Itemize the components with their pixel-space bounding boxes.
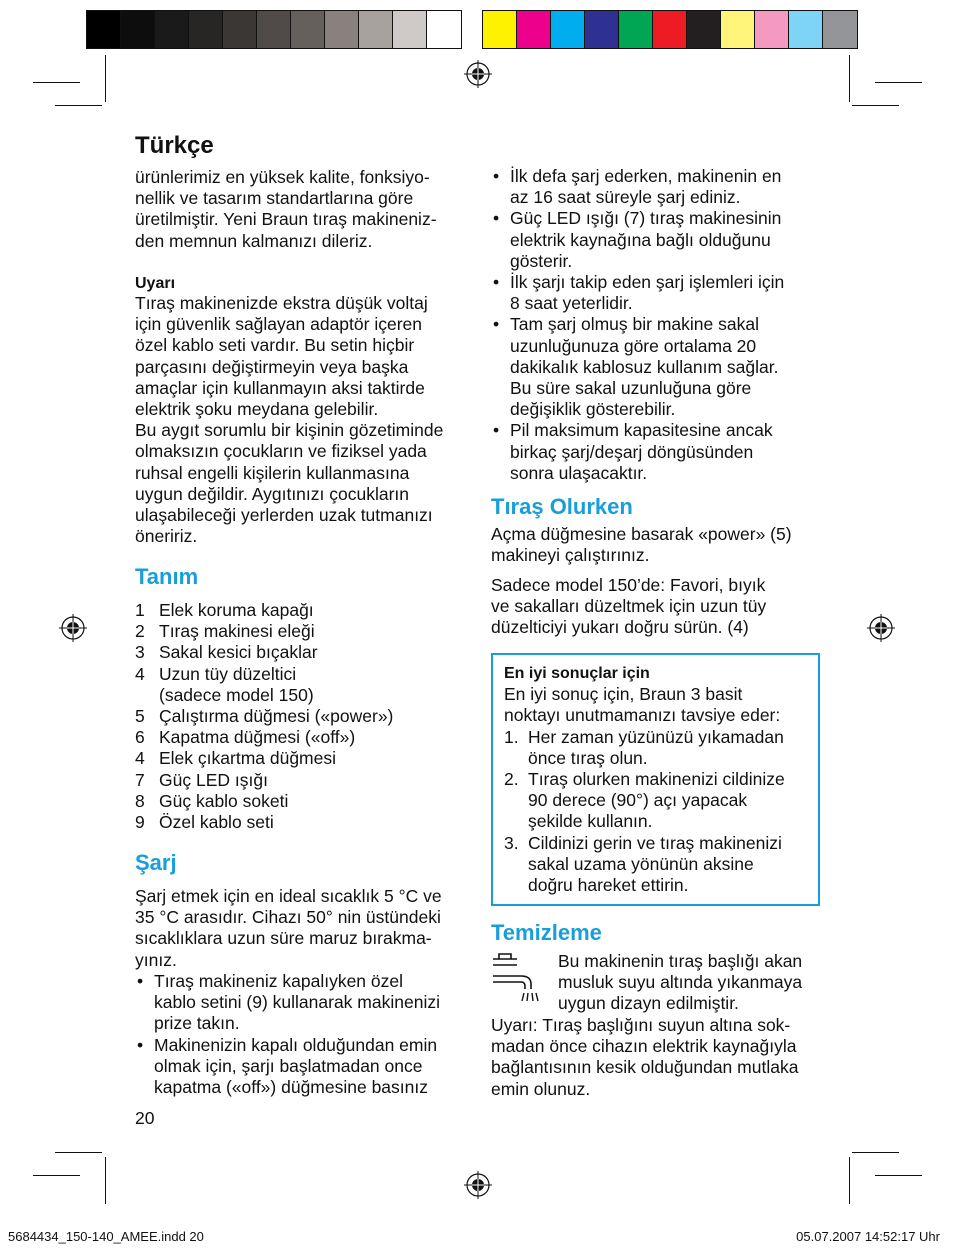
shaving-line: ve sakalları düzeltmek için uzun tüy — [491, 596, 767, 617]
process-color-bar — [482, 10, 858, 49]
tips-item-line: sakal uzama yönünün aksine — [528, 853, 754, 874]
charging-bullets-left — [135, 971, 470, 1098]
warning-paragraph — [135, 293, 470, 547]
item-number: 3 — [135, 642, 145, 663]
cleaning-warning — [491, 1015, 826, 1100]
item-text: Tıraş makinesi eleği — [159, 621, 315, 642]
crop-mark — [33, 1175, 80, 1176]
warning-line: uygun değildir. Aygıtınızı çocukların — [135, 483, 410, 504]
tips-item-text — [528, 727, 784, 769]
crop-mark — [849, 55, 850, 102]
bullet-line: Güç LED ışığı (7) tıraş makinesinin — [510, 208, 782, 229]
tips-item — [504, 727, 808, 769]
item-number: 7 — [135, 769, 145, 790]
bullet-text — [154, 1035, 437, 1099]
warning-line: parçasını değiştirmeyin veya başka — [135, 356, 409, 377]
intro-line: nellik ve tasarım standartlarına göre — [135, 188, 414, 209]
shaving-line: Sadece model 150’de: Favori, bıyık — [491, 575, 766, 595]
tips-item-line: 90 derece (90°) açı yapacak — [528, 790, 748, 811]
warning-line: amaçlar için kullanmayın aksi taktirde — [135, 377, 425, 398]
cleaning-line: uygun dizayn edilmiştir. — [558, 993, 739, 1014]
color-swatch — [155, 11, 189, 48]
item-number — [135, 685, 159, 706]
charging-intro — [135, 886, 470, 971]
color-swatch — [585, 11, 619, 48]
bullet-line: dakikalık kablosuz kullanım sağlar. — [510, 356, 779, 377]
color-swatch — [619, 11, 653, 48]
bullet-item — [491, 420, 826, 484]
tips-item-line: Cildinizi gerin ve tıraş makinenizi — [528, 832, 782, 853]
description-item — [135, 791, 470, 812]
shaving-paragraph-1 — [491, 524, 826, 566]
bullet-icon: • — [493, 208, 500, 229]
bullet-text — [510, 314, 778, 420]
crop-mark — [105, 55, 106, 102]
tips-item-line: doğru hareket ettirin. — [528, 875, 689, 896]
bullet-line: kapatma («off») düğmesine basınız — [154, 1077, 429, 1098]
tips-intro-line: noktayı unutmamanızı tavsiye eder: — [504, 705, 781, 726]
item-text: Elek koruma kapağı — [159, 600, 314, 620]
tips-intro-line: En iyi sonuç için, Braun 3 basit — [504, 684, 743, 705]
color-swatch — [359, 11, 393, 48]
tips-heading: En iyi sonuçlar için — [504, 665, 650, 682]
charging-intro-line: sıcaklıklara uzun süre maruz bırakma- — [135, 928, 432, 949]
tips-intro — [504, 684, 808, 726]
grayscale-color-bar — [86, 10, 462, 49]
tips-box — [491, 653, 820, 906]
item-text: Güç kablo soketi — [159, 790, 289, 811]
warning-line: ulaşabileceği yerlerden uzak tutmanızı — [135, 505, 433, 526]
shaving-heading: Tıraş Olurken — [491, 494, 633, 519]
bullet-item — [491, 166, 826, 208]
description-list — [135, 600, 470, 833]
item-text: Güç LED ışığı — [159, 769, 268, 790]
crop-mark — [849, 1157, 850, 1204]
cleaning-icon-text — [558, 951, 833, 1015]
bullet-icon: • — [493, 314, 500, 335]
registration-mark-icon — [463, 1170, 493, 1200]
tips-item-line: önce tıraş olun. — [528, 747, 648, 768]
bullet-icon: • — [137, 971, 144, 991]
bullet-line: İlk defa şarj ederken, makinenin en — [510, 166, 782, 186]
color-swatch — [189, 11, 223, 48]
item-number: 8 — [135, 790, 145, 811]
tips-item-number: 2. — [504, 769, 519, 790]
description-item — [135, 727, 470, 748]
item-text: Elek çıkartma düğmesi — [159, 748, 337, 769]
shaving-line: makineyi çalıştırınız. — [491, 545, 650, 566]
crop-mark — [852, 105, 899, 106]
item-number: 4 — [135, 663, 145, 684]
color-swatch — [121, 11, 155, 48]
crop-mark — [55, 105, 102, 106]
tips-item-text — [528, 833, 782, 897]
bullet-line: prize takın. — [154, 1013, 240, 1034]
description-heading: Tanım — [135, 564, 199, 589]
item-number: 9 — [135, 812, 145, 833]
color-swatch — [257, 11, 291, 48]
tips-item-number: 3. — [504, 832, 519, 853]
page-title: Türkçe — [135, 132, 214, 159]
bullet-line: olmak için, şarjı başlatmadan once — [154, 1055, 423, 1076]
footer-timestamp: 05.07.2007 14:52:17 Uhr — [796, 1229, 940, 1244]
bullet-text — [510, 208, 781, 272]
cleaning-line: Bu makinenin tıraş başlığı akan — [558, 951, 803, 971]
item-number: 5 — [135, 706, 145, 727]
bullet-line: Makinenizin kapalı olduğundan emin — [154, 1034, 438, 1055]
bullet-icon: • — [493, 272, 500, 293]
bullet-icon: • — [137, 1034, 144, 1055]
tips-item — [504, 769, 808, 833]
color-swatch — [517, 11, 551, 48]
bullet-text — [510, 420, 773, 484]
item-text: (sadece model 150) — [159, 684, 314, 705]
bullet-item — [135, 971, 470, 1035]
color-swatch — [687, 11, 721, 48]
water-tap-icon — [491, 951, 549, 1005]
color-swatch — [87, 11, 121, 48]
page-number: 20 — [135, 1108, 155, 1128]
bullet-line: Bu süre sakal uzunluğuna göre — [510, 378, 752, 399]
bullet-item — [135, 1035, 470, 1099]
color-swatch — [393, 11, 427, 48]
item-text: Çalıştırma düğmesi («power») — [159, 706, 394, 727]
warning-line: elektrik şoku meydana gelebilir. — [135, 399, 379, 420]
warning-line: ruhsal engelli kişilerin kullanmasına — [135, 462, 410, 483]
color-swatch — [223, 11, 257, 48]
bullet-text — [510, 166, 781, 208]
bullet-line: kablo setini (9) kullanarak makinenizi — [154, 992, 440, 1013]
intro-paragraph — [135, 167, 470, 252]
bullet-item — [491, 208, 826, 272]
crop-mark — [33, 82, 80, 83]
bullet-line: 8 saat yeterlidir. — [510, 293, 633, 314]
warning-line: özel kablo seti vardır. Bu setin hiçbir — [135, 335, 415, 356]
intro-line: ürünlerimiz en yüksek kalite, fonksiyo- — [135, 167, 430, 187]
description-item — [135, 770, 470, 791]
item-text: Sakal kesici bıçaklar — [159, 642, 318, 663]
bullet-line: elektrik kaynağına bağlı olduğunu — [510, 229, 771, 250]
warning-line: öneririz. — [135, 526, 198, 547]
bullet-line: birkaç şarj/deşarj döngüsünden — [510, 441, 754, 462]
item-number: 2 — [135, 621, 145, 642]
bullet-line: sonra ulaşacaktır. — [510, 462, 648, 483]
bullet-line: Pil maksimum kapasitesine ancak — [510, 420, 773, 441]
item-text: Özel kablo seti — [159, 812, 274, 833]
color-swatch — [653, 11, 687, 48]
description-item — [135, 642, 470, 663]
item-number: 6 — [135, 727, 145, 748]
item-text: Kapatma düğmesi («off») — [159, 727, 356, 748]
tips-item-text — [528, 769, 785, 833]
bullet-line: değişiklik gösterebilir. — [510, 399, 676, 420]
crop-mark — [105, 1157, 106, 1204]
registration-mark-icon — [463, 59, 493, 89]
color-swatch — [427, 11, 461, 48]
description-item — [135, 748, 470, 769]
color-swatch — [291, 11, 325, 48]
bullet-line: İlk şarjı takip eden şarj işlemleri için — [510, 272, 785, 293]
tips-list — [504, 727, 808, 897]
tips-item-line: Her zaman yüzünüzü yıkamadan — [528, 726, 784, 747]
cleaning-warning-line: emin olunuz. — [491, 1078, 591, 1099]
cleaning-line: musluk suyu altında yıkanmaya — [558, 972, 803, 993]
shaving-paragraph-2 — [491, 575, 826, 639]
bullet-item — [491, 272, 826, 314]
item-number: 4 — [135, 748, 145, 769]
tips-item-line: şekilde kullanın. — [528, 811, 653, 832]
color-swatch — [789, 11, 823, 48]
bullet-line: uzunluğunuza göre ortalama 20 — [510, 335, 757, 356]
warning-line: için güvenlik sağlayan adaptör içeren — [135, 314, 422, 335]
warning-line: Tıraş makinenizde ekstra düşük voltaj — [135, 293, 428, 313]
cleaning-warning-line: Uyarı: Tıraş başlığını suyun altına sok- — [491, 1015, 791, 1035]
description-item — [135, 664, 470, 685]
registration-mark-icon — [58, 613, 88, 643]
charging-bullets-right — [491, 166, 826, 484]
color-swatch — [823, 11, 857, 48]
registration-mark-icon — [866, 613, 896, 643]
tips-item — [504, 833, 808, 897]
color-swatch — [483, 11, 517, 48]
color-swatch — [721, 11, 755, 48]
description-item — [135, 600, 470, 621]
warning-line: olmaksızın çocukların ve fiziksel yada — [135, 441, 427, 462]
shaving-line: Açma düğmesine basarak «power» (5) — [491, 524, 792, 544]
warning-heading: Uyarı — [135, 275, 176, 292]
bullet-icon: • — [493, 420, 500, 441]
crop-mark — [852, 1152, 899, 1153]
crop-mark — [875, 1175, 922, 1176]
color-swatch — [755, 11, 789, 48]
shaving-line: düzelticiyi yukarı doğru sürün. (4) — [491, 617, 749, 638]
cleaning-warning-line: madan önce cihazın elektrik kaynağıyla — [491, 1036, 797, 1057]
description-item — [135, 621, 470, 642]
description-item — [135, 685, 470, 706]
bullet-line: gösterir. — [510, 250, 573, 271]
crop-mark — [55, 1152, 102, 1153]
color-swatch — [325, 11, 359, 48]
bullet-item — [491, 314, 826, 420]
cleaning-heading: Temizleme — [491, 920, 602, 945]
description-item — [135, 812, 470, 833]
tips-item-line: Tıraş olurken makinenizi cildinize — [528, 769, 785, 790]
charging-intro-line: Şarj etmek için en ideal sıcaklık 5 °C ve — [135, 886, 442, 906]
bullet-icon: • — [493, 166, 500, 186]
color-swatch — [551, 11, 585, 48]
cleaning-warning-line: bağlantısının kesik olduğundan mutlaka — [491, 1057, 799, 1078]
charging-intro-line: 35 °C arasıdır. Cihazı 50° nin üstündeki — [135, 907, 441, 928]
description-item — [135, 706, 470, 727]
footer-file-info: 5684434_150-140_AMEE.indd 20 — [8, 1229, 204, 1244]
bullet-line: Tam şarj olmuş bir makine sakal — [510, 314, 759, 335]
warning-line: Bu aygıt sorumlu bir kişinin gözetiminde — [135, 420, 444, 441]
charging-intro-line: yınız. — [135, 949, 177, 970]
intro-line: den memnun kalmanızı dileriz. — [135, 230, 373, 251]
charging-heading: Şarj — [135, 850, 177, 875]
bullet-text — [510, 272, 784, 314]
bullet-line: az 16 saat süreyle şarj ediniz. — [510, 187, 741, 208]
item-number: 1 — [135, 600, 145, 620]
item-text: Uzun tüy düzeltici — [159, 663, 297, 684]
bullet-line: Tıraş makineniz kapalıyken özel — [154, 971, 403, 991]
crop-mark — [875, 82, 922, 83]
bullet-text — [154, 971, 440, 1035]
tips-item-number: 1. — [504, 726, 519, 747]
intro-line: üretilmiştir. Yeni Braun tıraş makineniz- — [135, 209, 437, 230]
